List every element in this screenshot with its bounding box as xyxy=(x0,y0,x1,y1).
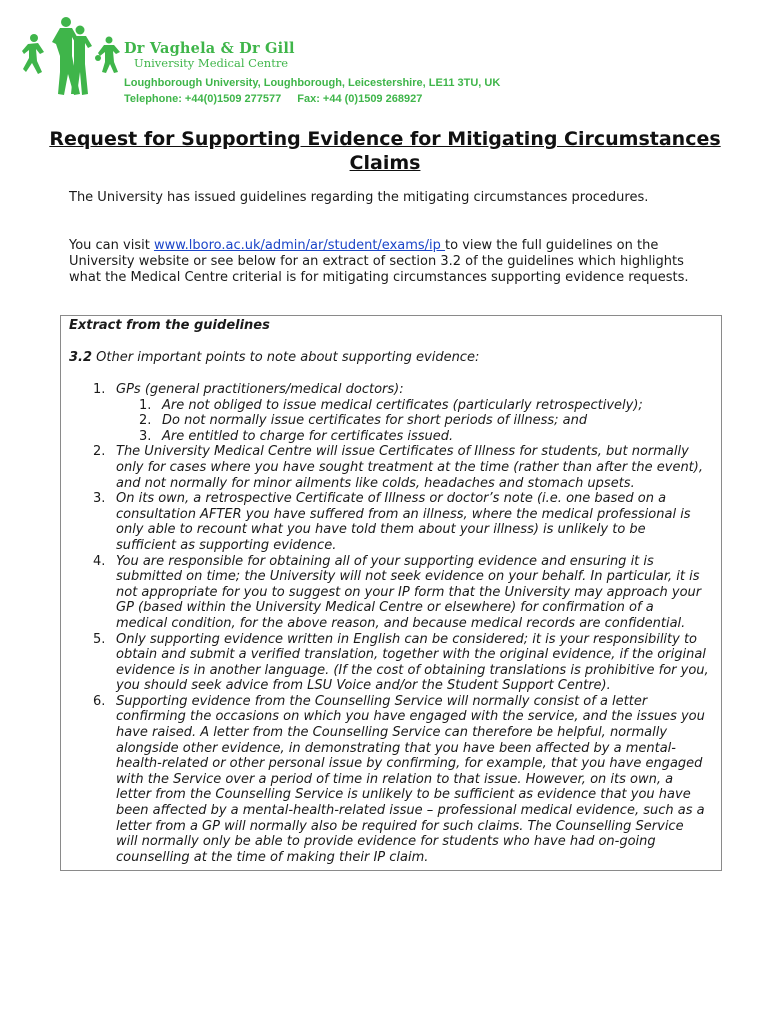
page-title: Request for Supporting Evidence for Mitigating Circumstances Claims xyxy=(49,128,721,174)
sub-item-number: 3. xyxy=(139,428,152,444)
visit-text-before: You can visit xyxy=(69,238,154,253)
list-item xyxy=(69,694,709,866)
brand-block xyxy=(124,40,295,70)
list-item-text: Only supporting evidence written in English can be considered; it is your responsibility to obtain and submit a verified translation, together with the original evidence, if the original evidence is in another language. (If the cost of obtaining translations is prohibitive for you, you should seek advice from LSU Voice and/or the Student Support Centre). xyxy=(116,631,709,694)
guidelines-link[interactable]: www.lboro.ac.uk/admin/ar/student/exams/ip xyxy=(153,238,446,253)
list-item-number: 3. xyxy=(93,491,106,507)
contact-block xyxy=(124,75,500,107)
list-item xyxy=(69,632,709,694)
list-item-text: The University Medical Centre will issue Certificates of Illness for students, but normally only for cases where you have sought treatment at the time (rather than after the event), and not normally for minor ailments like colds, headaches and stomach upsets. xyxy=(116,444,703,491)
sub-list-item xyxy=(69,429,709,445)
sub-item-text: Are entitled to charge for certificates issued. xyxy=(162,428,454,444)
list-item-number: 4. xyxy=(93,553,106,569)
phone-fax-line xyxy=(124,91,500,107)
extract-heading: Extract from the guidelines xyxy=(69,318,270,333)
extract-point xyxy=(69,350,719,366)
fax: Fax: +44 (0)1509 268927 xyxy=(297,93,423,105)
sub-item-number: 1. xyxy=(139,397,152,413)
brand-name: Dr Vaghela & Dr Gill xyxy=(124,40,295,57)
list-item-text: GPs (general practitioners/medical doctors): xyxy=(116,382,404,397)
visit-text-after: to view the full guidelines on the University website or see below for an extract of section 3.2 of the guidelines which highlights what the Medical Centre criterial is for mitigating circumstances supporting evidence requests. xyxy=(69,238,689,285)
guidelines-list xyxy=(69,382,709,865)
point-number: 3.2 xyxy=(69,350,93,365)
list-item-text: Supporting evidence from the Counselling Service will normally consist of a letter confirming the occasions on which you have engaged with the service, and the issues you have raised. A letter from the Counselling Service can therefore be helpful, normally alongside other evidence, in demonstrating that you have been affected by a mental-health-related or other personal issue by confirming, for example, that you have engaged with the Service over a period of time in relation to that issue. However, on its own, a letter from the Counselling Service is unlikely to be sufficient as evidence that you have been affected by a mental-health-related issue – professional medical evidence, such as a letter from a GP will normally also be required for such claims. The Counselling Service will normally only be able to provide evidence for students who have had on-going counselling at the time of making their IP claim. xyxy=(116,693,705,865)
sub-item-text: Do not normally issue certificates for short periods of illness; and xyxy=(162,413,588,429)
list-item xyxy=(69,554,709,632)
telephone: Telephone: +44(0)1509 277577 xyxy=(124,93,282,105)
list-item xyxy=(69,491,709,553)
brand-subtitle: University Medical Centre xyxy=(134,56,289,70)
list-item-number: 2. xyxy=(93,444,106,460)
sub-item-number: 2. xyxy=(139,413,152,429)
address-line: Loughborough University, Loughborough, Leicestershire, LE11 3TU, UK xyxy=(124,77,501,89)
list-item-number: 6. xyxy=(93,693,106,709)
sub-item-text: Are not obliged to issue medical certificates (particularly retrospectively); xyxy=(162,397,643,413)
list-item xyxy=(69,444,709,491)
list-item xyxy=(69,382,709,444)
list-item-text: You are responsible for obtaining all of your supporting evidence and ensuring it is submitted on time; the University will not seek evidence on your behalf. In particular, it is not appropriate for you to suggest on your IP form that the University may approach your GP (based within the University Medical Centre or elsewhere) for confirmation of a medical condition, for the above reason, and because medical records are confidential. xyxy=(116,553,702,631)
point-text: Other important points to note about supporting evidence: xyxy=(92,350,480,365)
visit-paragraph xyxy=(69,238,709,286)
intro-paragraph: The University has issued guidelines regarding the mitigating circumstances procedures. xyxy=(69,190,649,205)
list-item-number: 1. xyxy=(93,382,106,397)
list-item-number: 5. xyxy=(93,631,106,647)
list-item-text: On its own, a retrospective Certificate of Illness or doctor’s note (i.e. one based on a consultation AFTER you have suffered from an illness, where the medical professional is only able to recount what you have told them about your illness) is unlikely to be sufficient as supporting evidence. xyxy=(116,491,691,553)
sub-list-item xyxy=(69,398,709,414)
medical-centre-logo-icon xyxy=(22,16,122,98)
sub-list-item xyxy=(69,413,709,429)
